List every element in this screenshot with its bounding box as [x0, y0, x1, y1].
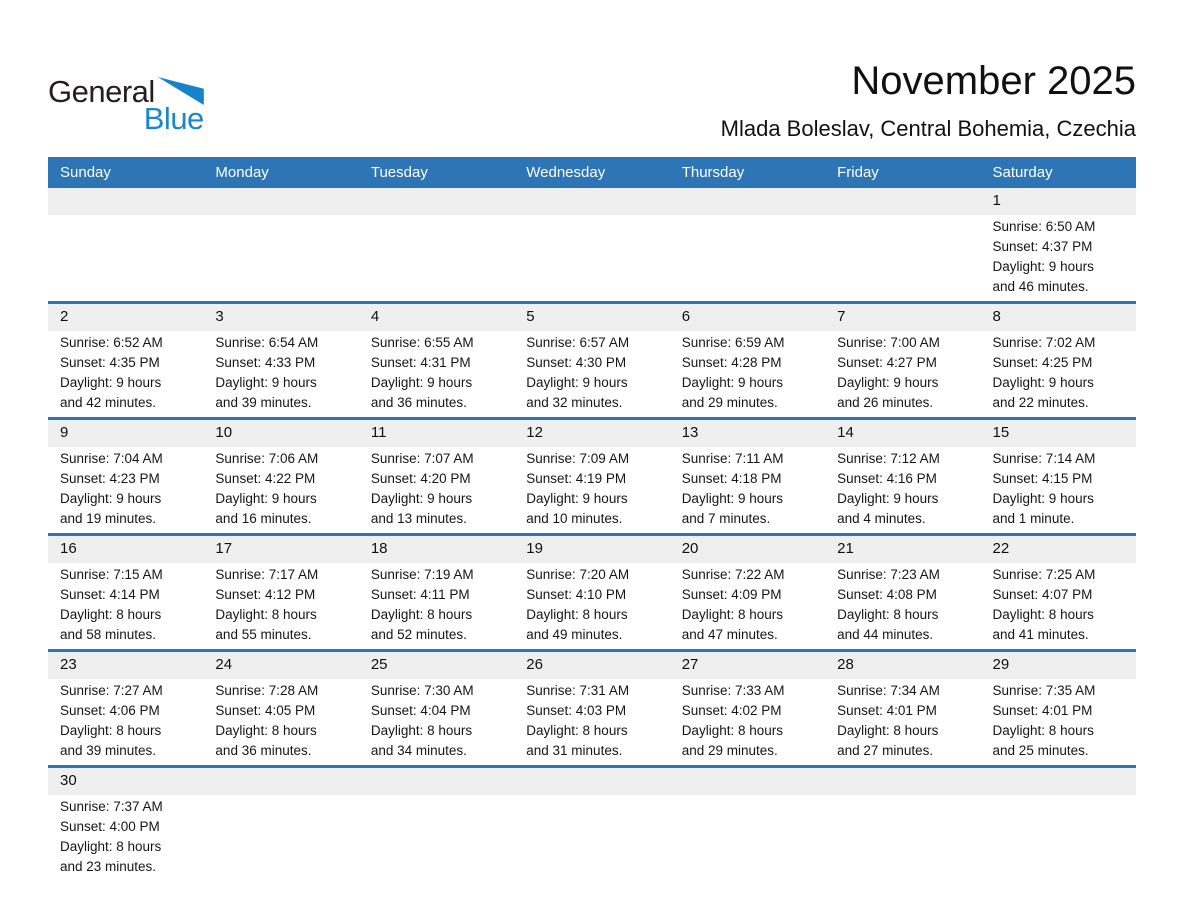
sunset-text: Sunset: 4:12 PM: [215, 587, 316, 602]
sunrise-text: Sunrise: 7:33 AM: [681, 683, 785, 698]
daylight-text: Daylight: 9 hours and 16 minutes.: [215, 491, 317, 526]
day-number: 19: [526, 540, 543, 557]
sunset-text: Sunset: 4:11 PM: [370, 587, 470, 602]
weekday-header-row: [48, 157, 1136, 188]
daylight-text: Daylight: 9 hours and 1 minute.: [992, 491, 1094, 526]
day-number: [825, 188, 980, 215]
sunset-text: Sunset: 4:16 PM: [837, 471, 937, 486]
day-number: 26: [526, 656, 543, 673]
weekday-header-wednesday: Wednesday: [526, 164, 606, 181]
day-details: [514, 679, 669, 765]
week-row: [48, 649, 1136, 765]
sunset-text: Sunset: 4:19 PM: [526, 471, 627, 486]
week-body: [48, 331, 1136, 417]
sunrise-text: Sunrise: 7:27 AM: [60, 683, 163, 698]
day-details: [48, 447, 203, 533]
day-number: [825, 768, 980, 795]
week-row: [48, 301, 1136, 417]
sunrise-text: Sunrise: 7:37 AM: [60, 799, 163, 814]
day-number: 24: [215, 656, 233, 673]
sunrise-text: Sunrise: 7:12 AM: [837, 451, 940, 466]
day-details: [359, 447, 514, 533]
day-details: [514, 563, 669, 649]
sunset-text: Sunset: 4:18 PM: [681, 471, 782, 486]
daylight-text: Daylight: 8 hours and 36 minutes.: [215, 723, 317, 758]
day-number: 8: [992, 308, 1001, 325]
sunrise-text: Sunrise: 7:30 AM: [370, 683, 474, 698]
day-number-band: [48, 420, 1136, 447]
daylight-text: Daylight: 9 hours and 19 minutes.: [60, 491, 162, 526]
weekday-header-saturday: Saturday: [992, 164, 1053, 181]
daylight-text: Daylight: 9 hours and 46 minutes.: [992, 259, 1094, 294]
day-number: 11: [370, 424, 387, 441]
day-details: [203, 679, 358, 765]
sunrise-text: Sunrise: 7:11 AM: [681, 451, 784, 466]
sunrise-text: Sunrise: 7:34 AM: [837, 683, 940, 698]
day-number-band: [48, 768, 1136, 795]
sunset-text: Sunset: 4:07 PM: [992, 587, 1093, 602]
day-number: 23: [60, 656, 77, 673]
day-number: 21: [837, 540, 854, 557]
sunset-text: Sunset: 4:08 PM: [837, 587, 937, 602]
daylight-text: Daylight: 8 hours and 23 minutes.: [60, 839, 162, 874]
day-number: 2: [60, 308, 69, 325]
empty-day-cell: [825, 215, 980, 301]
day-number: [203, 768, 358, 795]
day-number: [981, 768, 1136, 795]
sunset-text: Sunset: 4:09 PM: [681, 587, 782, 602]
sunrise-text: Sunrise: 7:06 AM: [215, 451, 319, 466]
sunrise-text: Sunrise: 7:28 AM: [215, 683, 319, 698]
generalblue-logo: [48, 74, 204, 137]
daylight-text: Daylight: 8 hours and 47 minutes.: [681, 607, 783, 642]
day-number: 25: [370, 656, 388, 673]
empty-day-cell: [359, 795, 514, 881]
day-number: 15: [992, 424, 1010, 441]
day-number: 16: [60, 540, 77, 557]
day-details: [825, 331, 980, 417]
day-details: [981, 447, 1136, 533]
sunset-text: Sunset: 4:04 PM: [370, 703, 471, 718]
sunrise-text: Sunrise: 7:19 AM: [370, 567, 474, 582]
weekday-header-friday: Friday: [837, 164, 879, 181]
day-number: 9: [60, 424, 69, 441]
daylight-text: Daylight: 8 hours and 34 minutes.: [370, 723, 473, 758]
sunrise-text: Sunrise: 7:14 AM: [992, 451, 1096, 466]
sunset-text: Sunset: 4:14 PM: [60, 587, 160, 602]
week-row: [48, 417, 1136, 533]
day-number: [670, 188, 825, 215]
empty-day-cell: [670, 795, 825, 881]
day-details: [670, 679, 825, 765]
week-body: [48, 447, 1136, 533]
day-details: [670, 331, 825, 417]
day-number: 29: [992, 656, 1010, 673]
day-number: [514, 188, 669, 215]
day-number: 10: [215, 424, 233, 441]
daylight-text: Daylight: 9 hours and 13 minutes.: [370, 491, 473, 526]
day-number: 30: [60, 772, 77, 789]
sunset-text: Sunset: 4:20 PM: [370, 471, 471, 486]
day-number: 22: [992, 540, 1010, 557]
sunset-text: Sunset: 4:30 PM: [526, 355, 627, 370]
sunset-text: Sunset: 4:10 PM: [526, 587, 627, 602]
empty-day-cell: [203, 795, 358, 881]
sunset-text: Sunset: 4:37 PM: [992, 239, 1093, 254]
day-number: 7: [837, 308, 846, 325]
empty-day-cell: [981, 795, 1136, 881]
day-details: [825, 563, 980, 649]
day-number: 18: [370, 540, 388, 557]
calendar-table: [48, 157, 1136, 881]
day-details: [514, 331, 669, 417]
sunset-text: Sunset: 4:27 PM: [837, 355, 937, 370]
empty-day-cell: [825, 795, 980, 881]
sunrise-text: Sunrise: 7:23 AM: [837, 567, 940, 582]
sunrise-text: Sunrise: 7:17 AM: [215, 567, 319, 582]
daylight-text: Daylight: 8 hours and 27 minutes.: [837, 723, 939, 758]
sunrise-text: Sunrise: 7:04 AM: [60, 451, 163, 466]
sunrise-text: Sunrise: 7:07 AM: [370, 451, 474, 466]
daylight-text: Daylight: 8 hours and 31 minutes.: [526, 723, 628, 758]
sunset-text: Sunset: 4:01 PM: [992, 703, 1093, 718]
daylight-text: Daylight: 9 hours and 29 minutes.: [681, 375, 783, 410]
day-number: 12: [526, 424, 543, 441]
weekday-header-monday: Monday: [215, 164, 269, 181]
day-number: [359, 188, 514, 215]
daylight-text: Daylight: 9 hours and 36 minutes.: [370, 375, 473, 410]
week-row: [48, 188, 1136, 301]
daylight-text: Daylight: 8 hours and 44 minutes.: [837, 607, 939, 642]
daylight-text: Daylight: 8 hours and 29 minutes.: [681, 723, 783, 758]
day-details: [981, 331, 1136, 417]
day-number: 3: [215, 308, 224, 325]
day-number: [359, 768, 514, 795]
daylight-text: Daylight: 8 hours and 52 minutes.: [370, 607, 473, 642]
sunset-text: Sunset: 4:35 PM: [60, 355, 160, 370]
day-details: [48, 331, 203, 417]
week-row: [48, 765, 1136, 881]
day-details: [203, 331, 358, 417]
day-details: [825, 447, 980, 533]
empty-day-cell: [670, 215, 825, 301]
daylight-text: Daylight: 9 hours and 42 minutes.: [60, 375, 162, 410]
sunrise-text: Sunrise: 6:59 AM: [681, 335, 785, 350]
day-details: [359, 331, 514, 417]
daylight-text: Daylight: 8 hours and 25 minutes.: [992, 723, 1094, 758]
day-number-band: [48, 304, 1136, 331]
day-details: [981, 215, 1136, 301]
day-number: 14: [837, 424, 854, 441]
day-number: [514, 768, 669, 795]
day-number: 6: [681, 308, 691, 325]
page-subtitle: Mlada Boleslav, Central Bohemia, Czechia: [720, 116, 1136, 141]
daylight-text: Daylight: 8 hours and 39 minutes.: [60, 723, 162, 758]
week-row: [48, 533, 1136, 649]
day-number-band: [48, 188, 1136, 215]
day-number-band: [48, 536, 1136, 563]
daylight-text: Daylight: 8 hours and 55 minutes.: [215, 607, 317, 642]
daylight-text: Daylight: 9 hours and 7 minutes.: [681, 491, 783, 526]
day-details: [981, 679, 1136, 765]
day-details: [825, 679, 980, 765]
day-number: 28: [837, 656, 854, 673]
empty-day-cell: [514, 795, 669, 881]
sunrise-text: Sunrise: 7:09 AM: [526, 451, 630, 466]
sunset-text: Sunset: 4:23 PM: [60, 471, 160, 486]
weekday-header-sunday: Sunday: [60, 164, 111, 181]
sunrise-text: Sunrise: 7:15 AM: [60, 567, 163, 582]
empty-day-cell: [48, 215, 203, 301]
calendar-grid: [48, 188, 1136, 881]
day-details: [203, 447, 358, 533]
sunrise-text: Sunrise: 6:54 AM: [215, 335, 319, 350]
sunset-text: Sunset: 4:05 PM: [215, 703, 316, 718]
page-title: November 2025: [851, 59, 1136, 103]
day-details: [359, 563, 514, 649]
weekday-header-tuesday: Tuesday: [370, 164, 428, 181]
daylight-text: Daylight: 9 hours and 39 minutes.: [215, 375, 317, 410]
day-number: 27: [681, 656, 699, 673]
sunrise-text: Sunrise: 6:55 AM: [370, 335, 474, 350]
empty-day-cell: [514, 215, 669, 301]
day-number: 1: [992, 192, 1001, 209]
daylight-text: Daylight: 9 hours and 4 minutes.: [837, 491, 939, 526]
week-body: [48, 795, 1136, 881]
day-number: 4: [370, 308, 380, 325]
day-details: [48, 679, 203, 765]
sunset-text: Sunset: 4:00 PM: [60, 819, 160, 834]
day-details: [48, 563, 203, 649]
day-details: [670, 563, 825, 649]
day-number: [48, 188, 203, 215]
sunrise-text: Sunrise: 7:35 AM: [992, 683, 1096, 698]
day-number-band: [48, 652, 1136, 679]
day-number: 17: [215, 540, 233, 557]
day-details: [203, 563, 358, 649]
sunrise-text: Sunrise: 7:20 AM: [526, 567, 630, 582]
sunrise-text: Sunrise: 7:22 AM: [681, 567, 785, 582]
daylight-text: Daylight: 8 hours and 41 minutes.: [992, 607, 1094, 642]
day-number: [670, 768, 825, 795]
sunset-text: Sunset: 4:33 PM: [215, 355, 316, 370]
sunset-text: Sunset: 4:28 PM: [681, 355, 782, 370]
empty-day-cell: [359, 215, 514, 301]
day-number: 20: [681, 540, 699, 557]
daylight-text: Daylight: 9 hours and 32 minutes.: [526, 375, 628, 410]
day-details: [981, 563, 1136, 649]
daylight-text: Daylight: 8 hours and 58 minutes.: [60, 607, 162, 642]
logo-text-blue: Blue: [143, 101, 204, 136]
empty-day-cell: [203, 215, 358, 301]
sunrise-text: Sunrise: 6:57 AM: [526, 335, 630, 350]
sunset-text: Sunset: 4:01 PM: [837, 703, 937, 718]
day-details: [48, 795, 203, 881]
sunset-text: Sunset: 4:15 PM: [992, 471, 1093, 486]
sunset-text: Sunset: 4:06 PM: [60, 703, 160, 718]
sunrise-text: Sunrise: 6:52 AM: [60, 335, 163, 350]
day-details: [359, 679, 514, 765]
logo-text-general: General: [48, 74, 155, 109]
day-number: [203, 188, 358, 215]
title-block: [721, 58, 1136, 142]
week-body: [48, 563, 1136, 649]
day-number: 13: [681, 424, 699, 441]
daylight-text: Daylight: 9 hours and 22 minutes.: [992, 375, 1094, 410]
day-details: [514, 447, 669, 533]
sunset-text: Sunset: 4:25 PM: [992, 355, 1093, 370]
sunset-text: Sunset: 4:02 PM: [681, 703, 782, 718]
weekday-header-thursday: Thursday: [681, 164, 745, 181]
sunrise-text: Sunrise: 6:50 AM: [992, 219, 1096, 234]
week-body: [48, 679, 1136, 765]
day-number: 5: [526, 308, 535, 325]
daylight-text: Daylight: 8 hours and 49 minutes.: [526, 607, 628, 642]
sunset-text: Sunset: 4:03 PM: [526, 703, 627, 718]
daylight-text: Daylight: 9 hours and 10 minutes.: [526, 491, 628, 526]
sunrise-text: Sunrise: 7:02 AM: [992, 335, 1096, 350]
sunrise-text: Sunrise: 7:25 AM: [992, 567, 1096, 582]
sunset-text: Sunset: 4:22 PM: [215, 471, 316, 486]
day-details: [670, 447, 825, 533]
sunrise-text: Sunrise: 7:31 AM: [526, 683, 630, 698]
week-body: [48, 215, 1136, 301]
sunset-text: Sunset: 4:31 PM: [370, 355, 471, 370]
daylight-text: Daylight: 9 hours and 26 minutes.: [837, 375, 939, 410]
sunrise-text: Sunrise: 7:00 AM: [837, 335, 940, 350]
